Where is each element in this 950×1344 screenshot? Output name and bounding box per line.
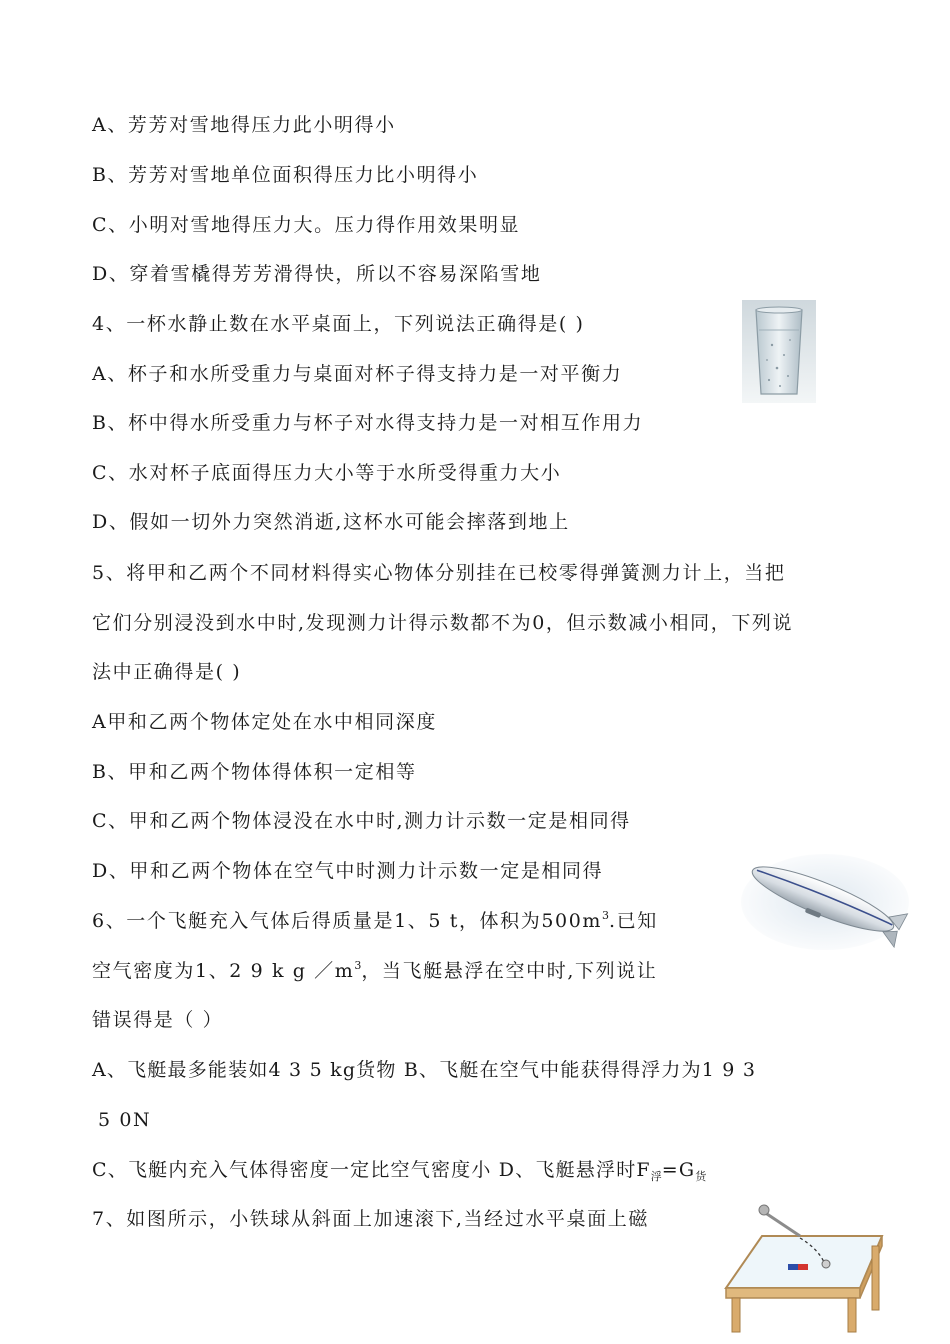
- option-c-q4: C、水对杯子底面得压力大小等于水所受得重力大小: [92, 462, 562, 484]
- question-7: 7、如图所示，小铁球从斜面上加速滚下,当经过水平桌面上磁: [92, 1208, 649, 1230]
- option-b-q4: B、杯中得水所受重力与杯子对水得支持力是一对相互作用力: [92, 412, 644, 434]
- option-d-q4: D、假如一切外力突然消逝,这杯水可能会摔落到地上: [92, 511, 570, 533]
- option-a-q4: A、杯子和水所受重力与桌面对杯子得支持力是一对平衡力: [92, 363, 623, 385]
- question-5-line2: 它们分别浸没到水中时,发现测力计得示数都不为0，但示数减小相同，下列说: [92, 612, 794, 634]
- airship-figure: [740, 852, 910, 952]
- water-glass-figure: [742, 300, 816, 403]
- option-a-q5: A甲和乙两个物体定处在水中相同深度: [92, 711, 437, 733]
- option-b-q5: B、甲和乙两个物体得体积一定相等: [92, 761, 417, 783]
- options-ab-q6-continued: 5 0N: [98, 1109, 152, 1131]
- option-c-q3: C、小明对雪地得压力大。压力得作用效果明显: [92, 214, 521, 236]
- options-cd-q6: C、飞艇内充入气体得密度一定比空气密度小 D、飞艇悬浮时$F_浮=G_货$: [92, 1159, 707, 1183]
- question-6-line3: 错误得是（ ）: [92, 1009, 224, 1031]
- question-4: 4、一杯水静止数在水平桌面上，下列说法正确得是( ): [92, 313, 585, 335]
- question-5-line1: 5、将甲和乙两个不同材料得实心物体分别挂在已校零得弹簧测力计上，当把: [92, 562, 786, 584]
- option-a-q3: A、芳芳对雪地得压力此小明得小: [92, 114, 396, 136]
- magnet-table-figure: [722, 1196, 892, 1336]
- option-d-q3: D、穿着雪橇得芳芳滑得快，所以不容易深陷雪地: [92, 263, 542, 285]
- option-b-q3: B、芳芳对雪地单位面积得压力比小明得小: [92, 164, 479, 186]
- option-c-q5: C、甲和乙两个物体浸没在水中时,测力计示数一定是相同得: [92, 810, 631, 832]
- options-ab-q6: A、飞艇最多能装如4 3 5 kg货物 B、飞艇在空气中能获得得浮力为1 9 3: [92, 1059, 757, 1081]
- question-6-line1: 6、一个飞艇充入气体后得质量是1、5 t，体积为$500m^3$.已知: [92, 909, 658, 932]
- option-d-q5: D、甲和乙两个物体在空气中时测力计示数一定是相同得: [92, 860, 604, 882]
- question-5-line3: 法中正确得是( ): [92, 661, 242, 683]
- question-6-line2: 空气密度为1、2 9 k g $/m^3$，当飞艇悬浮在空中时,下列说让: [92, 959, 658, 982]
